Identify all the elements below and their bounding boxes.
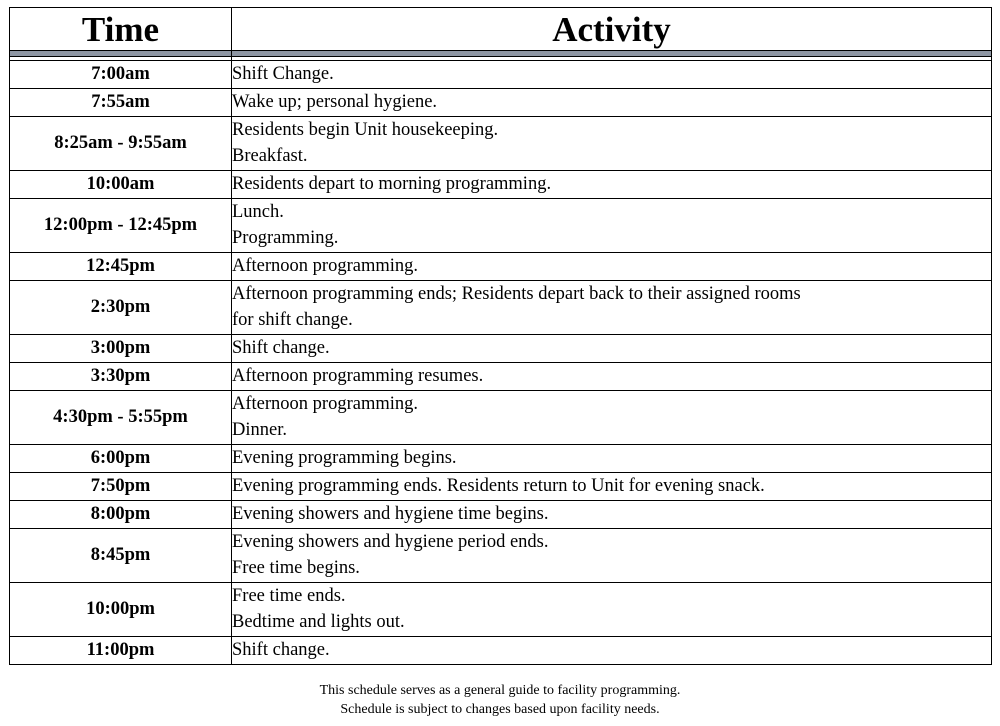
time-cell: 7:00am xyxy=(10,61,232,89)
activity-column-header: Activity xyxy=(232,8,992,51)
schedule-body xyxy=(10,51,992,665)
time-cell: 12:45pm xyxy=(10,253,232,281)
activity-line: Evening programming ends. Residents return to Unit for evening snack. xyxy=(232,476,765,496)
time-cell: 3:30pm xyxy=(10,363,232,391)
activity-cell xyxy=(232,363,992,391)
activity-line: Afternoon programming ends; Residents depart back to their assigned rooms xyxy=(232,284,801,304)
schedule-row xyxy=(10,117,992,171)
activity-cell xyxy=(232,529,992,583)
activity-line: Shift change. xyxy=(232,338,330,358)
activity-cell xyxy=(232,445,992,473)
footer-line-2: Schedule is subject to changes based upon facility needs. xyxy=(340,702,660,717)
schedule-row xyxy=(10,529,992,583)
time-cell: 10:00am xyxy=(10,171,232,199)
activity-line: Afternoon programming resumes. xyxy=(232,366,484,386)
activity-cell xyxy=(232,501,992,529)
schedule-row xyxy=(10,501,992,529)
schedule-sheet xyxy=(9,7,991,665)
activity-cell xyxy=(232,335,992,363)
activity-cell xyxy=(232,281,992,335)
activity-line: Residents depart to morning programming. xyxy=(232,174,552,194)
activity-cell xyxy=(232,253,992,281)
schedule-row xyxy=(10,199,992,253)
activity-cell xyxy=(232,391,992,445)
time-cell: 8:00pm xyxy=(10,501,232,529)
schedule-row xyxy=(10,171,992,199)
time-cell: 10:00pm xyxy=(10,583,232,637)
activity-line: Wake up; personal hygiene. xyxy=(232,92,438,112)
time-cell: 7:50pm xyxy=(10,473,232,501)
time-cell: 7:55am xyxy=(10,89,232,117)
time-cell: 6:00pm xyxy=(10,445,232,473)
activity-line: Evening showers and hygiene period ends. xyxy=(232,532,549,552)
header-row xyxy=(10,8,992,51)
activity-line: Shift Change. xyxy=(232,64,334,84)
schedule-row xyxy=(10,335,992,363)
activity-line: Evening showers and hygiene time begins. xyxy=(232,504,549,524)
activity-line: Bedtime and lights out. xyxy=(232,612,405,632)
activity-line: for shift change. xyxy=(232,310,353,330)
schedule-row xyxy=(10,473,992,501)
schedule-row xyxy=(10,637,992,665)
schedule-footer-note xyxy=(0,681,1000,719)
time-cell: 3:00pm xyxy=(10,335,232,363)
schedule-table xyxy=(9,7,992,665)
activity-line: Free time ends. xyxy=(232,586,346,606)
activity-cell xyxy=(232,61,992,89)
schedule-row xyxy=(10,61,992,89)
activity-line: Free time begins. xyxy=(232,558,360,578)
activity-line: Shift change. xyxy=(232,640,330,660)
schedule-row xyxy=(10,445,992,473)
activity-cell xyxy=(232,171,992,199)
time-cell: 8:25am - 9:55am xyxy=(10,117,232,171)
activity-cell xyxy=(232,199,992,253)
activity-line: Programming. xyxy=(232,228,339,248)
time-cell: 2:30pm xyxy=(10,281,232,335)
schedule-row xyxy=(10,253,992,281)
time-column-header: Time xyxy=(10,8,232,51)
time-cell: 12:00pm - 12:45pm xyxy=(10,199,232,253)
time-cell: 4:30pm - 5:55pm xyxy=(10,391,232,445)
schedule-row xyxy=(10,391,992,445)
activity-cell xyxy=(232,637,992,665)
time-cell: 11:00pm xyxy=(10,637,232,665)
activity-line: Residents begin Unit housekeeping. xyxy=(232,120,499,140)
activity-line: Evening programming begins. xyxy=(232,448,457,468)
activity-line: Breakfast. xyxy=(232,146,308,166)
activity-cell xyxy=(232,117,992,171)
schedule-row xyxy=(10,89,992,117)
activity-line: Lunch. xyxy=(232,202,284,222)
schedule-row xyxy=(10,281,992,335)
activity-line: Afternoon programming. xyxy=(232,256,418,276)
activity-cell xyxy=(232,473,992,501)
schedule-row xyxy=(10,583,992,637)
activity-line: Dinner. xyxy=(232,420,287,440)
schedule-row xyxy=(10,363,992,391)
activity-cell xyxy=(232,583,992,637)
activity-cell xyxy=(232,89,992,117)
time-cell: 8:45pm xyxy=(10,529,232,583)
activity-line: Afternoon programming. xyxy=(232,394,418,414)
footer-line-1: This schedule serves as a general guide to facility programming. xyxy=(319,683,681,698)
